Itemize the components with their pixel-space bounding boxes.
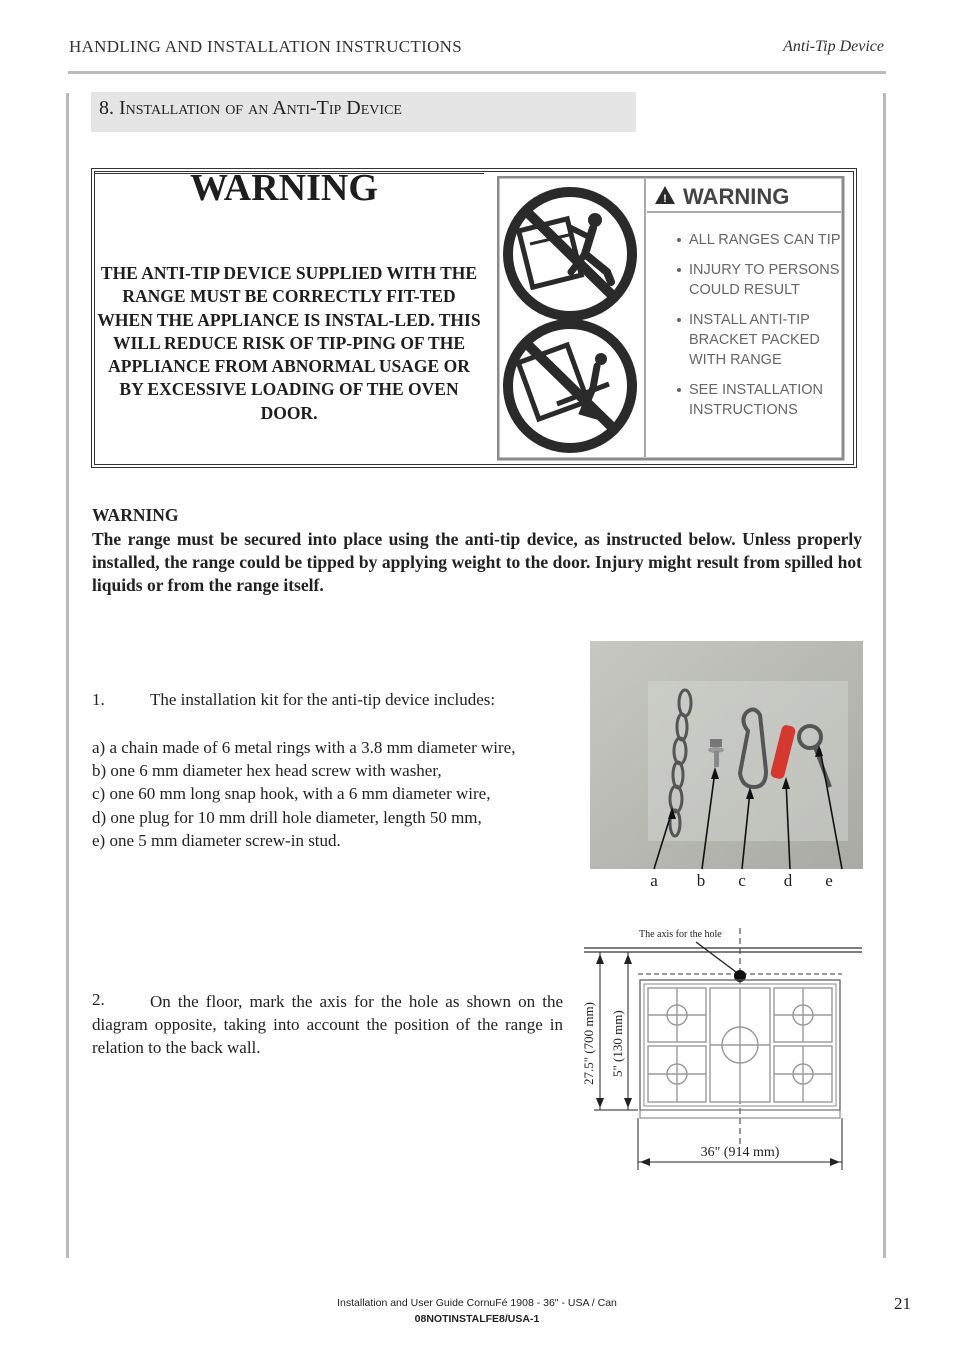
label-bullet-dot: [677, 318, 681, 322]
label-bullet-line: BRACKET PACKED: [689, 332, 820, 348]
footer-guide-title: Installation and User Guide CornuFé 1908 - 36" - USA / Can: [337, 1297, 617, 1309]
depth-outer-label: 27.5" (700 mm): [581, 1002, 596, 1085]
label-bullet-line: INJURY TO PERSONS: [689, 262, 840, 278]
photo-label: e: [825, 871, 833, 890]
label-bullet-line: ALL RANGES CAN TIP: [689, 232, 841, 248]
label-bullet-line: COULD RESULT: [689, 282, 800, 298]
kit-photo-labels: [590, 870, 863, 894]
axis-label: The axis for the hole: [639, 929, 722, 940]
footer-doc-code: 08NOTINSTALFE8/USA-1: [414, 1313, 540, 1325]
svg-text:!: !: [663, 193, 667, 205]
warning-title: WARNING: [190, 167, 378, 209]
photo-label: b: [696, 871, 706, 890]
running-header: HANDLING AND INSTALLATION INSTRUCTIONS: [69, 37, 462, 56]
range-position-diagram: [578, 920, 868, 1178]
step2-number: 2.: [92, 990, 105, 1009]
section-title: 8. Installation of an Anti-Tip Device: [99, 97, 402, 119]
label-title: WARNING: [683, 184, 790, 209]
kit-item: b) one 6 mm diameter hex head screw with washer,: [92, 761, 442, 781]
warning-text: THE ANTI-TIP DEVICE SUPPLIED WITH THE RANGE MUST BE CORRECTLY FIT-TED WHEN THE APPLIANCE IS INSTAL-LED. THIS WILL REDUCE RISK OF TIP-PING OF THE APPLIANCE FROM ABNORMAL USAGE OR BY EXCESSIVE LOADING OF THE OVEN DOOR.: [97, 263, 481, 423]
width-label: 36" (914 mm): [700, 1145, 780, 1160]
kit-item: a) a chain made of 6 metal rings with a 3.8 mm diameter wire,: [92, 738, 516, 757]
warning-label-illustration: [497, 176, 855, 464]
margin-rule-left: [66, 93, 69, 1258]
label-bullet-dot: [677, 268, 681, 272]
photo-label: a: [650, 871, 658, 890]
step2-text: On the floor, mark the axis for the hole as shown on the diagram opposite, taking into account the position of the range in relation to the back wall.: [92, 992, 563, 1058]
running-header-topic: Anti-Tip Device: [783, 38, 884, 55]
kit-photo: [590, 641, 863, 869]
header-rule: [68, 71, 886, 74]
warning2-body: The range must be secured into place using the anti-tip device, as instructed below. Unless properly installed, the range could be tipped by applying weight to the door. Injury might result from spilled hot liquids or from the range itself.: [92, 529, 862, 595]
step1-text: The installation kit for the anti-tip device includes:: [150, 690, 496, 709]
kit-list: [92, 736, 515, 852]
photo-label: d: [783, 871, 793, 890]
kit-item: e) one 5 mm diameter screw-in stud.: [92, 830, 341, 850]
label-bullet-line: INSTALL ANTI-TIP: [689, 312, 810, 328]
warning2-title: WARNING: [92, 505, 179, 525]
label-bullet-dot: [677, 388, 681, 392]
label-bullet-line: INSTRUCTIONS: [689, 402, 798, 418]
step1-number: 1.: [92, 690, 105, 709]
photo-label: c: [738, 871, 746, 890]
label-bullet-line: WITH RANGE: [689, 352, 782, 368]
margin-rule-right: [883, 93, 886, 1258]
kit-item: c) one 60 mm long snap hook, with a 6 mm diameter wire,: [92, 784, 491, 804]
label-bullet-dot: [677, 238, 681, 242]
page-number: 21: [894, 1294, 911, 1313]
kit-item: d) one plug for 10 mm drill hole diameter, length 50 mm,: [92, 807, 482, 827]
depth-inner-label: 5" (130 mm): [610, 1010, 625, 1077]
label-bullet-line: SEE INSTALLATION: [689, 382, 824, 398]
